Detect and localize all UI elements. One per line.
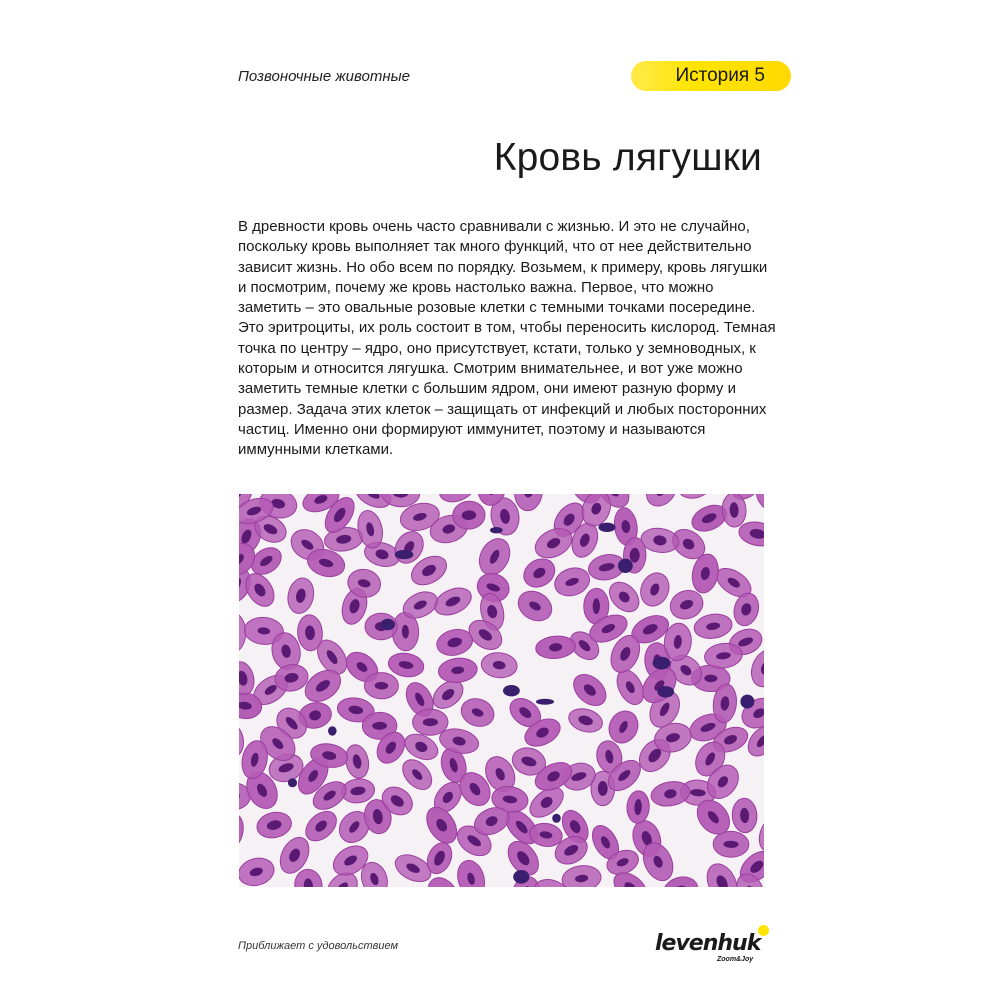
red-blood-cell [452,500,486,529]
story-badge-label: История 5 [675,65,765,86]
slogan: Приближает с удовольствием [238,940,399,952]
logo-tagline: Zoom&Joy [717,956,754,963]
immune-cell [657,686,674,697]
red-blood-cell [566,705,605,736]
red-blood-cell [568,668,612,711]
red-blood-cell [513,494,543,512]
levenhuk-logo [655,925,770,965]
body-text: В древности кровь очень часто сравнивали с жизнью. И это не случайно, поскольку кровь выполняет так много функций, что от нее действительно зависит жизнь. Но обо всем по порядку. Возьмем, к примеру, кровь лягушки и посмотрим, почему же кровь настолько важна. Первое, что можно заметить – это овальные розовые клетки с темными точками посередине. Это эритроциты, их роль состоит в том, чтобы переносить кислород. Темная точка по центру – ядро, оно присутствует, кстати, только у земноводных, к которым и относится лягушка. Смотрим внимательнее, и вот уже можно заметить темные клетки с большим ядром, они имеют разную форму и размер. Задача этих клеток – защищать от инфекций и любых посторонних частиц. Именно они формируют иммунитет, поэтому и называются иммунными клетками. [238,218,776,459]
red-blood-cell [421,802,463,849]
section-label: Позвоночные животные [238,68,410,85]
red-blood-cell [285,576,317,616]
red-blood-cell [561,864,603,887]
red-blood-cell [364,672,398,699]
logo-wordmark: levenhuk [655,931,761,956]
immune-cell [598,523,615,532]
page-title: Кровь лягушки [493,136,762,179]
red-blood-cell [412,709,448,736]
immune-cell [490,527,503,533]
blood-cells-illustration [239,494,764,887]
red-blood-cell [239,854,277,887]
red-blood-cell [474,534,516,581]
red-blood-cell [437,656,478,684]
red-blood-cell [513,585,557,626]
immune-cell [740,695,754,709]
red-blood-cell [239,811,247,853]
red-blood-cell [721,494,747,528]
red-blood-cell [626,790,650,824]
immune-cell [503,685,520,696]
immune-cell [536,699,554,705]
red-blood-cell [457,694,498,731]
red-blood-cell [692,612,733,641]
red-blood-cell [731,798,757,834]
red-blood-cell [296,614,323,652]
immune-cell [328,726,337,735]
immune-cell [395,550,414,559]
red-blood-cell [519,553,561,592]
immune-cell [653,657,671,670]
red-blood-cell [604,577,645,618]
frog-blood-micrograph [239,494,764,887]
immune-cell [381,619,396,630]
immune-cell [288,778,297,787]
red-blood-cell [674,494,715,502]
red-blood-cell [454,857,489,887]
immune-cell [618,559,633,573]
red-blood-cell [397,754,437,795]
red-blood-cell [750,494,764,518]
immune-cell [513,870,529,884]
red-blood-cell [636,569,674,611]
red-blood-cell [640,494,682,512]
red-blood-cell [713,831,749,857]
red-blood-cell [254,809,294,841]
immune-cell [552,814,561,823]
story-badge [631,61,791,91]
red-blood-cell [535,635,577,661]
red-blood-cell [480,651,518,679]
red-blood-cell [387,651,426,680]
